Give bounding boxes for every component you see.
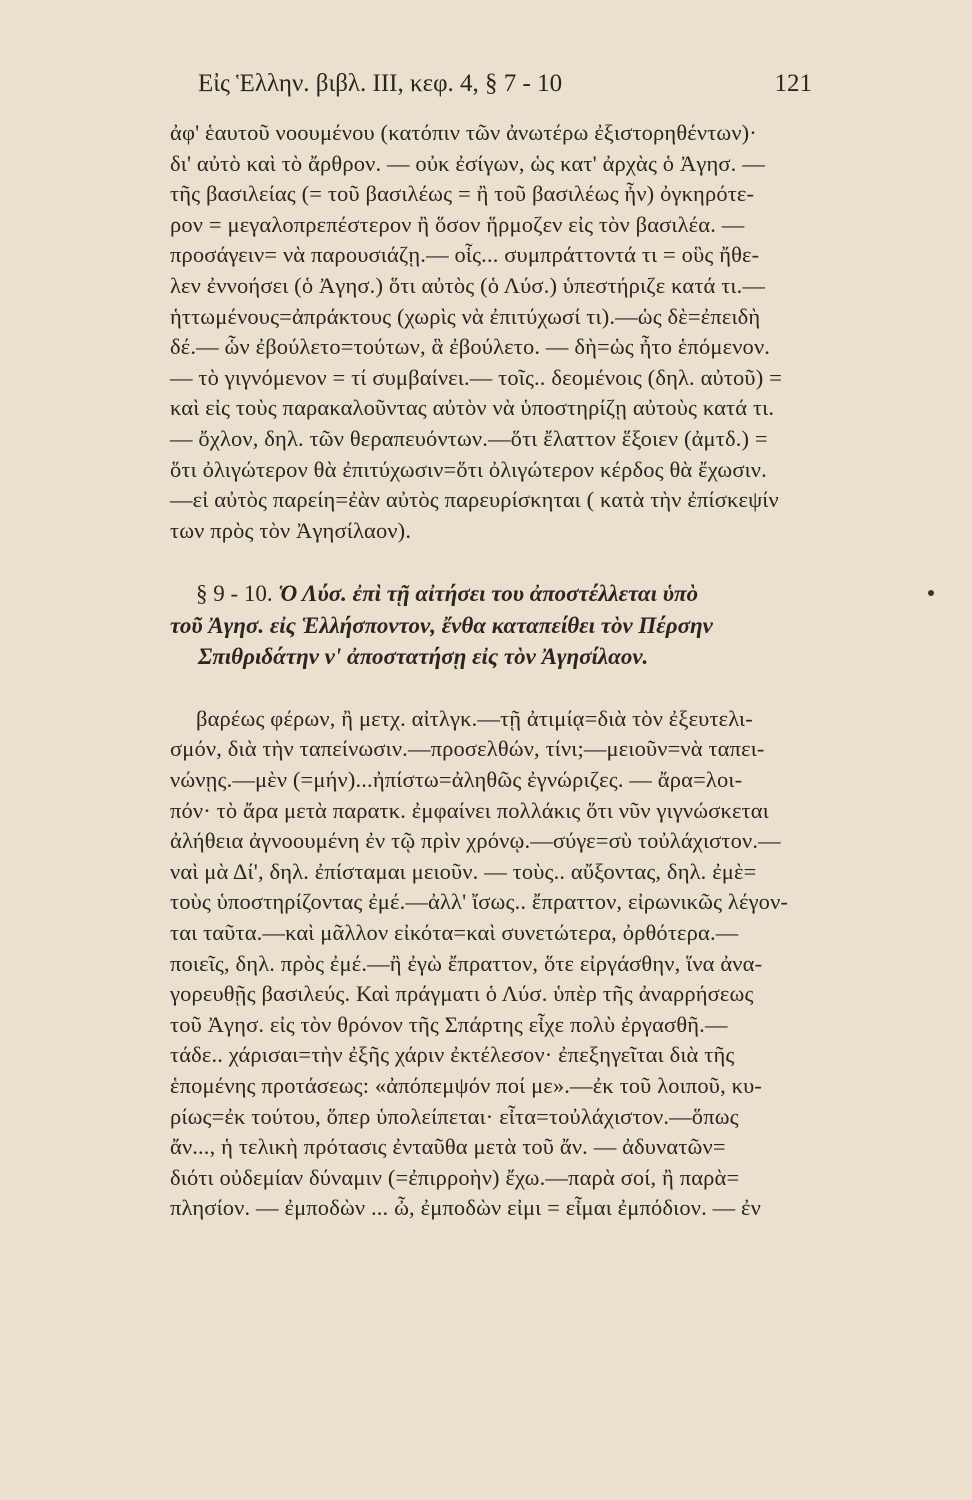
text-line: — τὸ γιγνόμενον = τί συμβαίνει.— τοῖς.. δεομένοις (δηλ. αὐτοῦ) = — [170, 364, 782, 390]
text-line: ἀφ' ἑαυτοῦ νοουμένου (κατόπιν τῶν ἀνωτέρω ἐξιστορηθέντων)· — [170, 120, 757, 145]
text-line: τοὺς ὑποστηρίζοντας ἐμέ.—ἀλλ' ἴσως.. ἔπραττον, εἰρωνικῶς λέγον- — [170, 889, 789, 915]
text-line: ἡττωμένους=ἀπράκτους (χωρὶς νὰ ἐπιτύχωσί τι).—ὡς δὲ=ἐπειδὴ — [170, 303, 761, 329]
text-line: δι' αὐτὸ καὶ τὸ ἄρθρον. — οὐκ ἐσίγων, ὡς κατ' ἀρχὰς ὁ Ἀγησ. — — [170, 150, 765, 176]
text-line: ρον = μεγαλοπρεπέστερον ἢ ὅσον ἥρμοζεν εἰς τὸν βασιλέα. — — [170, 211, 745, 237]
text-line: τάδε.. χάρισαι=τὴν ἐξῆς χάριν ἐκτέλεσον· ἐπεξηγεῖται διὰ τῆς — [170, 1042, 735, 1068]
text-line: τῆς βασιλείας (= τοῦ βασιλέως = ἢ τοῦ βασιλέως ἦν) ὀγκηρότε- — [170, 181, 755, 207]
text-line: λεν ἐννοήσει (ὁ Ἀγησ.) ὅτι αὐτὸς (ὁ Λύσ.) ὑπεστήριζε κατά τι.— — [170, 272, 766, 298]
ink-spot — [928, 590, 934, 596]
text-line: ὅτι ὀλιγώτερον θὰ ἐπιτύχωσιν=ὅτι ὀλιγώτερον κέρδος θὰ ἔχωσιν. — [170, 456, 767, 482]
page-number: 121 — [774, 70, 812, 97]
text-line: ναὶ μὰ Δί', δηλ. ἐπίσταμαι μειοῦν. — τοὺς.. αὔξοντας, δηλ. ἐμὲ= — [170, 858, 757, 884]
section-title-part: Ὁ Λύσ. ἐπὶ τῇ αἰτήσει του ἀποστέλλεται ὑπὸ — [278, 581, 699, 607]
text-line: — ὄχλον, δηλ. τῶν θεραπευόντων.—ὅτι ἔλαττον ἕξοιεν (ἀμτδ.) = — [170, 425, 768, 451]
section-heading-line — [170, 578, 812, 610]
text-line: —εἰ αὐτὸς παρείη=ἐὰν αὐτὸς παρευρίσκηται ( κατὰ τὴν ἐπίσκεψίν — [170, 487, 779, 513]
text-line: βαρέως φέρων, ἢ μετχ. αἰτλγκ.—τῇ ἀτιμίᾳ=διὰ τὸν ἐξευτελι- — [196, 705, 753, 731]
running-title: Εἰς Ἑλλην. βιβλ. III, κεφ. 4, § 7 - 10 — [198, 70, 563, 97]
text-line: ποιεῖς, δηλ. πρὸς ἐμέ.—ἢ ἐγὼ ἔπραττον, ὅτε εἰργάσθην, ἵνα ἀνα- — [170, 950, 763, 976]
text-line: σμόν, διὰ τὴν ταπείνωσιν.—προσελθών, τίνι;—μειοῦν=νὰ ταπει- — [170, 736, 765, 762]
text-line: δέ.— ὧν ἐβούλετο=τούτων, ἃ ἐβούλετο. — δὴ=ὡς ἦτο ἑπόμενον. — [170, 334, 771, 360]
page-header — [170, 70, 812, 98]
section-heading-line: Σπιθριδάτην ν' ἀποστατήσῃ εἰς τὸν Ἀγησίλαον. — [198, 644, 649, 670]
text-line: νώνῃς.—μὲν (=μήν)...ἠπίστω=ἀληθῶς ἐγνώριζες. — ἄρα=λοι- — [170, 767, 743, 792]
commentary-paragraph-1 — [170, 118, 812, 546]
text-line: πόν· τὸ ἄρα μετὰ παρατκ. ἐμφαίνει πολλάκις ὅτι νῦν γιγνώσκεται — [170, 797, 769, 823]
commentary-paragraph-2 — [170, 704, 812, 1224]
text-line: των πρὸς τὸν Ἀγησίλαον). — [170, 517, 412, 543]
text-line: γορευθῇς βασιλεύς. Καὶ πράγματι ὁ Λύσ. ὑπὲρ τῆς ἀναρρήσεως — [170, 981, 754, 1007]
text-line: καὶ εἰς τοὺς παρακαλοῦντας αὐτὸν νὰ ὑποστηρίζῃ αὐτοὺς κατά τι. — [170, 395, 775, 421]
text-line: ἑπομένης προτάσεως: «ἀπόπεμψόν ποί με».—ἐκ τοῦ λοιποῦ, κυ- — [170, 1072, 763, 1098]
text-line: ται ταῦτα.—καὶ μᾶλλον εἰκότα=καὶ συνετώτερα, ὀρθότερα.— — [170, 919, 739, 945]
text-line: ρίως=ἐκ τούτου, ὅπερ ὑπολείπεται· εἶτα=τοὐλάχιστον.—ὅπως — [170, 1103, 739, 1129]
text-line: πλησίον. — ἐμποδὼν ... ὦ, ἐμποδὼν εἰμι = εἶμαι ἐμπόδιον. — ἐν — [170, 1195, 761, 1221]
text-line: διότι οὐδεμίαν δύναμιν (=ἐπιρροὴν) ἔχω.—παρὰ σοί, ἢ παρὰ= — [170, 1164, 740, 1190]
text-line: προσάγειν= νὰ παρουσιάζῃ.— οἷς... συμπράττοντά τι = οὓς ἤθε- — [170, 242, 760, 268]
text-line: ἄν..., ἡ τελικὴ πρότασις ἐνταῦθα μετὰ τοῦ ἄν. — ἀδυνατῶν= — [170, 1134, 726, 1160]
text-line: ἀλήθεια ἀγνοουμένη ἐν τῷ πρὶν χρόνῳ.—σύγε=σὺ τοὐλάχιστον.— — [170, 828, 781, 854]
text-line: τοῦ Ἀγησ. εἰς τὸν θρόνον τῆς Σπάρτης εἶχε πολὺ ἐργασθῆ.— — [170, 1011, 728, 1037]
section-heading-line: τοῦ Ἀγησ. εἰς Ἑλλήσποντον, ἔνθα καταπείθει τὸν Πέρσην — [170, 612, 713, 638]
section-heading — [170, 578, 812, 673]
section-number: § 9 - 10. — [196, 581, 273, 607]
